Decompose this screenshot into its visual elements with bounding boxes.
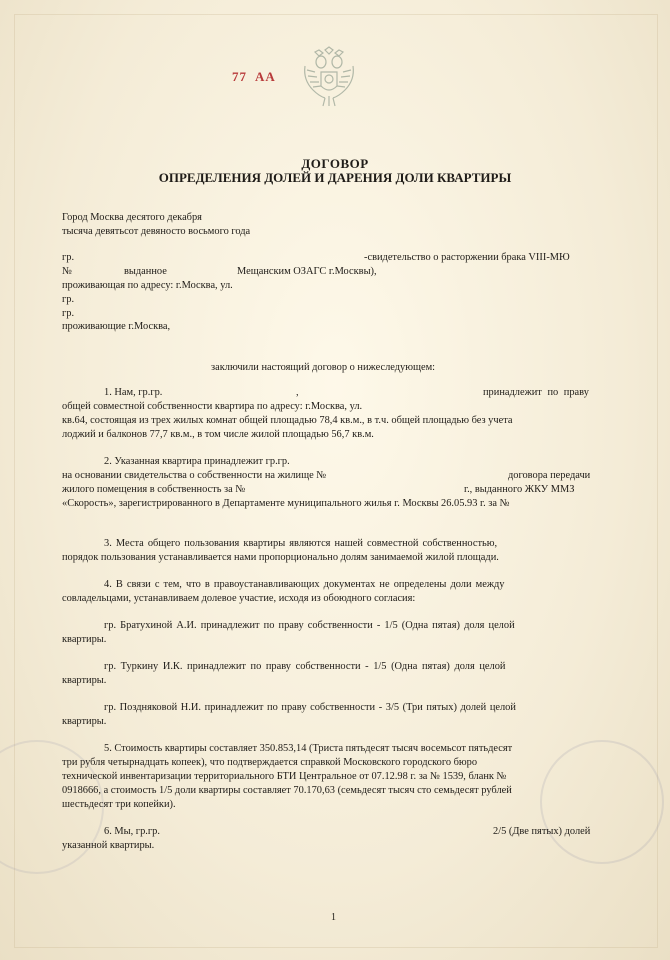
share2-line2: квартиры. [62, 675, 107, 686]
doc-title: ДОГОВОР [301, 156, 369, 171]
clause6-line2: указанной квартиры. [62, 840, 155, 851]
clause4-line1: 4. В связи с тем, что в правоустанавливающих документах не определены доли между [104, 579, 505, 590]
party1-issued: выданное [124, 266, 167, 277]
clause6-line1-end: 2/5 (Две пятых) долей [493, 826, 591, 837]
clause2-line3-start: жилого помещения в собственность за № [62, 484, 246, 495]
place-date-line2: тысяча девятьсот девяносто восьмого года [62, 226, 251, 237]
share2-line1: гр. Туркину И.К. принадлежит по праву собственности - 1/5 (Одна пятая) доля целой [104, 661, 506, 672]
party1-address: проживающая по адресу: г.Москва, ул. [62, 280, 233, 291]
series-number: 77 [232, 69, 247, 84]
clause3-line2: порядок пользования устанавливается нами пропорционально долям занимаемой жилой площади. [62, 552, 499, 563]
blank-series [232, 69, 284, 85]
party1-number: № [62, 266, 72, 277]
page-number: 1 [331, 912, 336, 923]
seal-stamp-right [540, 740, 664, 864]
party3-prefix: гр. [62, 308, 75, 319]
clause2-line2-end: договора передачи [508, 470, 591, 481]
clause5-line4: 0918666, а стоимость 1/5 доли квартиры составляет 70.170,63 (семьдесят тысяч сто семьдесят рублей [62, 785, 512, 796]
coat-of-arms-icon [299, 46, 359, 108]
clause1-line2: общей совместной собственности квартира по адресу: г.Москва, ул. [62, 401, 363, 412]
place-date-line1: Город Москва десятого декабря [62, 212, 202, 223]
clause6-line1-start: 6. Мы, гр.гр. [104, 826, 160, 837]
clause5-line3: технической инвентаризации территориального БТИ Центральное от 07.12.98 г. за № 1539, бланк № [62, 771, 507, 782]
clause1-line4: лоджий и балконов 77,7 кв.м., в том числе жилой площадью 56,7 кв.м. [62, 429, 374, 440]
party1-document: -свидетельство о расторжении брака VIII-МЮ [364, 252, 570, 263]
doc-subtitle: ОПРЕДЕЛЕНИЯ ДОЛЕЙ И ДАРЕНИЯ ДОЛИ КВАРТИРЫ [158, 170, 512, 185]
clause1-line1-end: принадлежит по праву [483, 387, 589, 398]
clause1-line3: кв.64, состоящая из трех жилых комнат общей площадью 78,4 кв.м., в т.ч. общей площадью без учета [62, 415, 513, 426]
clause1-line1-comma: , [296, 387, 299, 398]
clause2-line1: 2. Указанная квартира принадлежит гр.гр. [104, 456, 290, 467]
party1-prefix: гр. [62, 252, 75, 263]
clause3-line1: 3. Места общего пользования квартиры являются нашей совместной собственностью, [104, 538, 498, 549]
clause4-line2: совладельцами, устанавливаем долевое участие, исходя из обоюдного согласия: [62, 593, 416, 604]
clause2-line3-end: г., выданного ЖКУ ММЗ [464, 484, 575, 495]
series-letters: АА [255, 69, 276, 84]
share3-line2: квартиры. [62, 716, 107, 727]
clause5-line2: три рубля четырнадцать копеек), что подтверждается справкой Московского городского бюро [62, 757, 478, 768]
clause2-line2-start: на основании свидетельства о собственности на жилище № [62, 470, 327, 481]
clause5-line5: шестьдесят три копейки). [62, 799, 176, 810]
party1-issuer: Мещанским ОЗАГС г.Москвы), [237, 266, 377, 277]
parties-residence: проживающие г.Москва, [62, 321, 171, 332]
clause1-line1-start: 1. Нам, гр.гр. [104, 387, 163, 398]
party2-prefix: гр. [62, 294, 75, 305]
share1-line2: квартиры. [62, 634, 107, 645]
share3-line1: гр. Поздняковой Н.И. принадлежит по праву собственности - 3/5 (Три пятых) долей целой [104, 702, 516, 713]
share1-line1: гр. Братухиной А.И. принадлежит по праву собственности - 1/5 (Одна пятая) доля целой [104, 620, 515, 631]
clause5-line1: 5. Стоимость квартиры составляет 350.853,14 (Триста пятьдесят тысяч восемьсот пятьдесят [104, 743, 513, 754]
clause2-line4: «Скорость», зарегистрированного в Департаменте муниципального жилья г. Москвы 26.05.93 г. за № [62, 498, 510, 509]
concluded-line: заключили настоящий договор о нижеследующем: [211, 362, 436, 373]
